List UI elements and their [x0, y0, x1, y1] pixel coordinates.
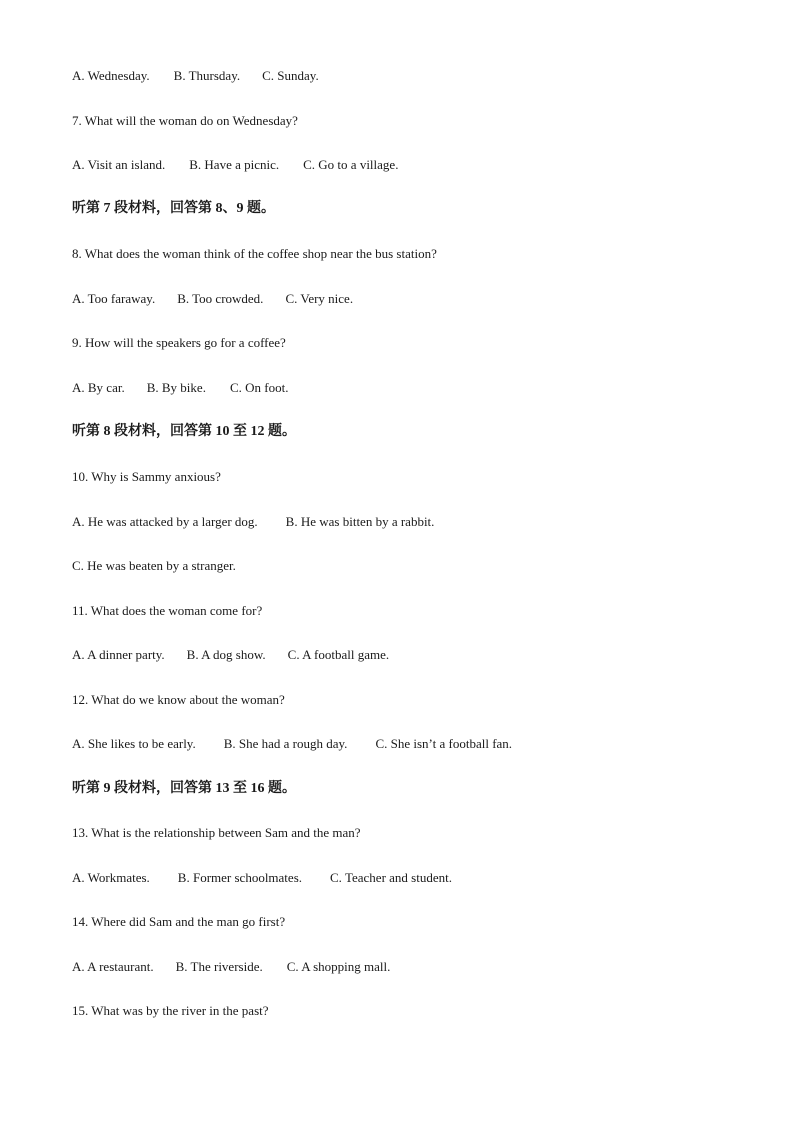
option-a: A. Workmates.: [72, 870, 150, 885]
option-c: C. Sunday.: [262, 68, 319, 83]
option-c: C. On foot.: [229, 380, 289, 395]
option-row-q12: [72, 736, 512, 752]
option-b: B. A dog show.: [186, 647, 266, 662]
question-13: 13. What is the relationship between Sam and the man?: [72, 825, 361, 840]
option-c: C. She isn’t a football fan.: [375, 736, 513, 751]
option-b: B. Thursday.: [173, 68, 241, 83]
option-row-q7: [72, 157, 398, 173]
option-c: C. A shopping mall.: [286, 959, 391, 974]
question-7: 7. What will the woman do on Wednesday?: [72, 113, 298, 128]
question-8: 8. What does the woman think of the coffee shop near the bus station?: [72, 246, 437, 261]
section-heading-8: 听第 8 段材料，回答第 10 至 12 题。: [72, 424, 296, 439]
option-row-q13: [72, 870, 452, 886]
option-b: B. He was bitten by a rabbit.: [285, 514, 435, 529]
option-a: A. Wednesday.: [72, 68, 150, 83]
option-row-q9: [72, 380, 288, 396]
option-c: C. A football game.: [287, 647, 390, 662]
option-row-q14: [72, 959, 390, 975]
question-9: 9. How will the speakers go for a coffee?: [72, 335, 286, 350]
question-15: 15. What was by the river in the past?: [72, 1003, 269, 1018]
option-a: A. Visit an island.: [72, 157, 166, 172]
option-row-q11: [72, 647, 389, 663]
option-a: A. He was attacked by a larger dog.: [72, 514, 258, 529]
option-a: A. A dinner party.: [72, 647, 165, 662]
question-12: 12. What do we know about the woman?: [72, 692, 285, 707]
option-b: B. By bike.: [146, 380, 206, 395]
option-row-q10: [72, 514, 434, 530]
option-a: A. By car.: [72, 380, 125, 395]
question-11: 11. What does the woman come for?: [72, 603, 263, 618]
option-a: A. She likes to be early.: [72, 736, 196, 751]
question-10: 10. Why is Sammy anxious?: [72, 469, 221, 484]
option-b: B. Too crowded.: [177, 291, 264, 306]
option-c: C. Very nice.: [285, 291, 354, 306]
section-heading-9: 听第 9 段材料，回答第 13 至 16 题。: [72, 781, 296, 796]
option-c-q10: C. He was beaten by a stranger.: [72, 558, 236, 573]
option-a: A. Too faraway.: [72, 291, 156, 306]
option-b: B. Former schoolmates.: [177, 870, 303, 885]
option-row-q6: [72, 68, 319, 84]
option-b: B. The riverside.: [175, 959, 263, 974]
option-row-q8: [72, 291, 353, 307]
question-14: 14. Where did Sam and the man go first?: [72, 914, 286, 929]
option-a: A. A restaurant.: [72, 959, 154, 974]
option-c: C. Teacher and student.: [330, 870, 452, 885]
option-c: C. Go to a village.: [303, 157, 399, 172]
option-b: B. She had a rough day.: [223, 736, 348, 751]
section-heading-7: 听第 7 段材料，回答第 8、9 题。: [72, 201, 275, 216]
option-b: B. Have a picnic.: [189, 157, 280, 172]
